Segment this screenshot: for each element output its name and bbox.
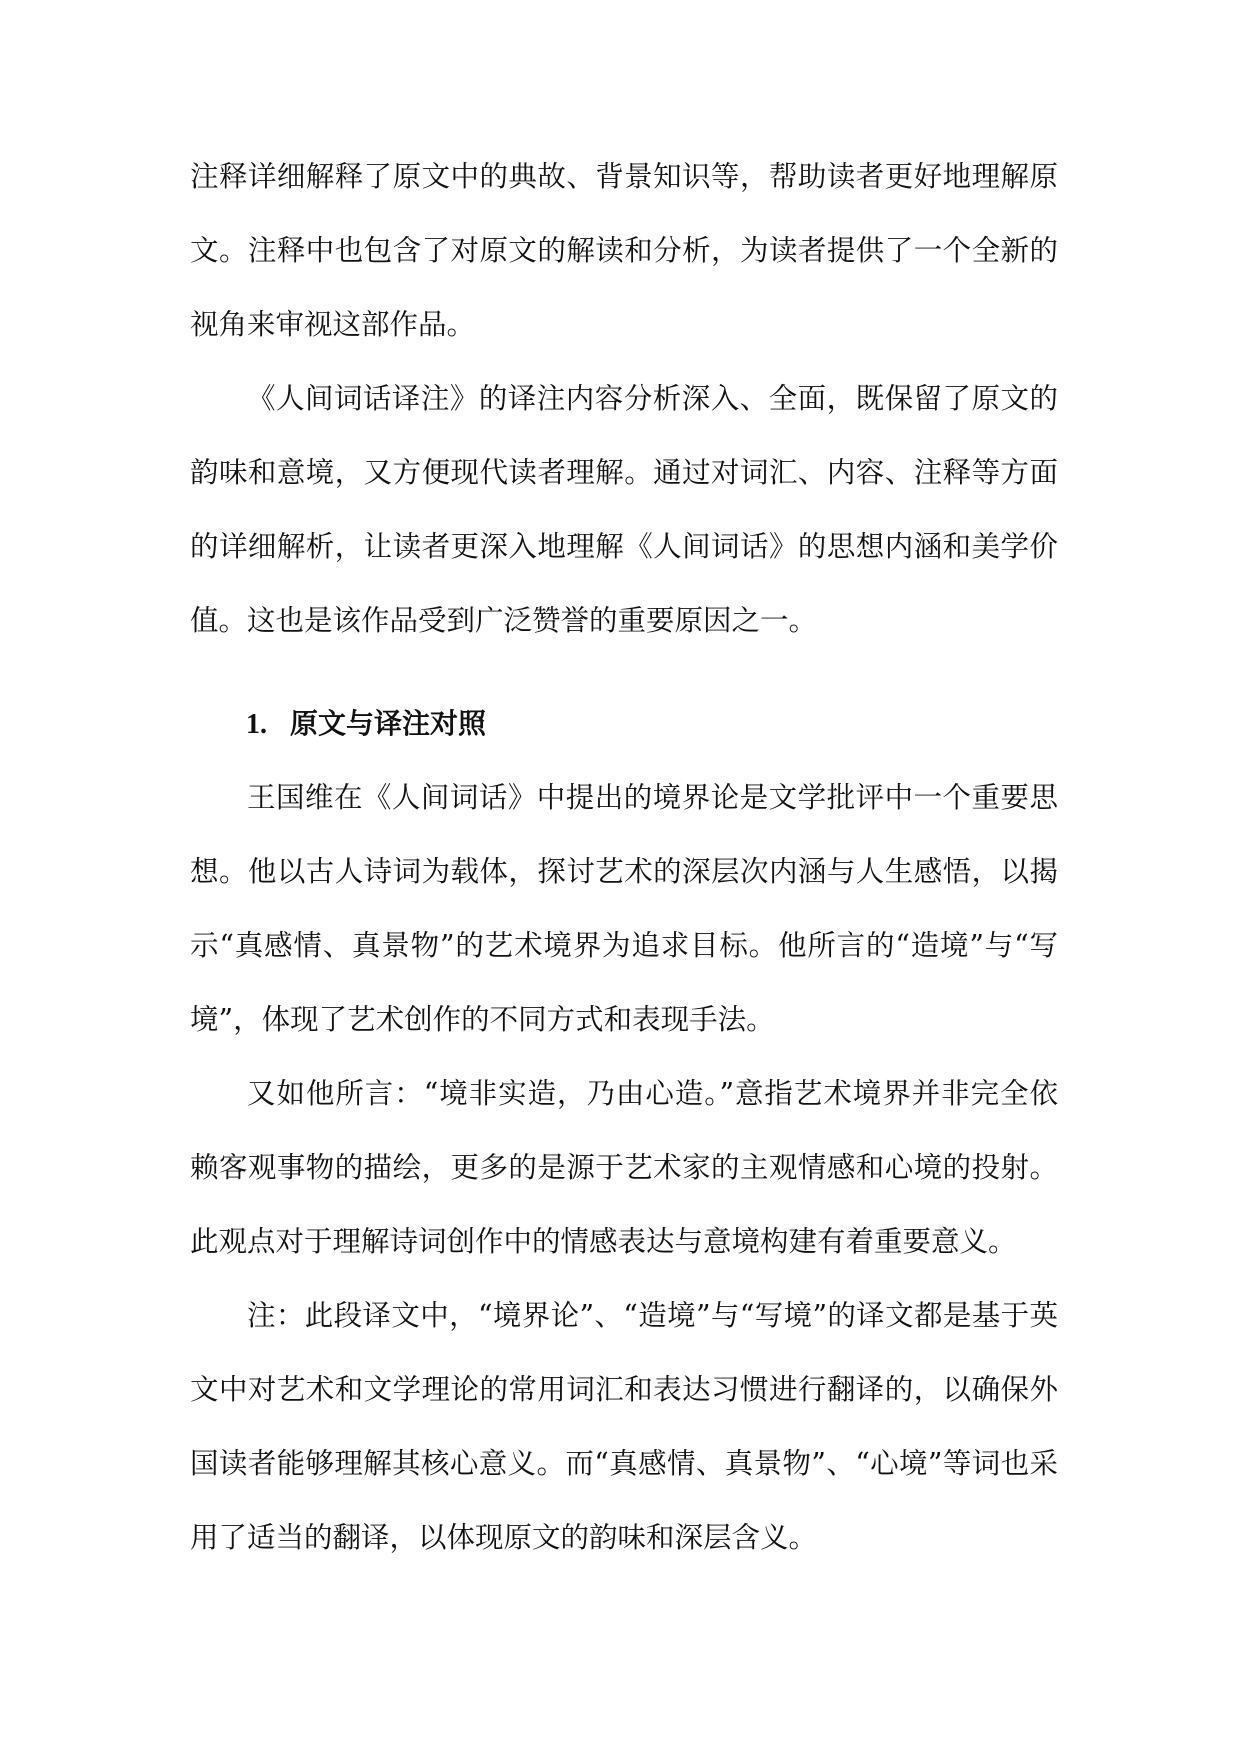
paragraph-translation-analysis: 《人间词话译注》的译注内容分析深入、全面，既保留了原文的韵味和意境，又方便现代读者理解。通过对词汇、内容、注释等方面的详细解析，让读者更深入地理解《人间词话》的思想内涵和美学价值。这也是该作品受到广泛赞誉的重要原因之一。 (190, 382, 1058, 637)
section-title: 原文与译注对照 (290, 707, 487, 740)
section-heading (190, 688, 1058, 761)
paragraph-realm-theory: 王国维在《人间词话》中提出的境界论是文学批评中一个重要思想。他以古人诗词为载体，探讨艺术的深层次内涵与人生感悟，以揭示“真感情、真景物”的艺术境界为追求目标。他所言的“造境”与“写境”，体现了艺术创作的不同方式和表现手法。 (190, 781, 1058, 1036)
paragraph-translation-note: 注：此段译文中，“境界论”、“造境”与“写境”的译文都是基于英文中对艺术和文学理论的常用词汇和表达习惯进行翻译的，以确保外国读者能够理解其核心意义。而“真感情、真景物”、“心境”等词也采用了适当的翻译，以体现原文的韵味和深层含义。 (190, 1299, 1058, 1554)
paragraph-realm-quote: 又如他所言：“境非实造，乃由心造。”意指艺术境界并非完全依赖客观事物的描绘，更多的是源于艺术家的主观情感和心境的投射。此观点对于理解诗词创作中的情感表达与意境构建有着重要意义。 (190, 1077, 1058, 1258)
section-number: 1. (246, 709, 267, 740)
paragraph-annotation-summary: 注释详细解释了原文中的典故、背景知识等，帮助读者更好地理解原文。注释中也包含了对原文的解读和分析，为读者提供了一个全新的视角来审视这部作品。 (190, 160, 1058, 341)
document-page (190, 140, 1058, 1575)
